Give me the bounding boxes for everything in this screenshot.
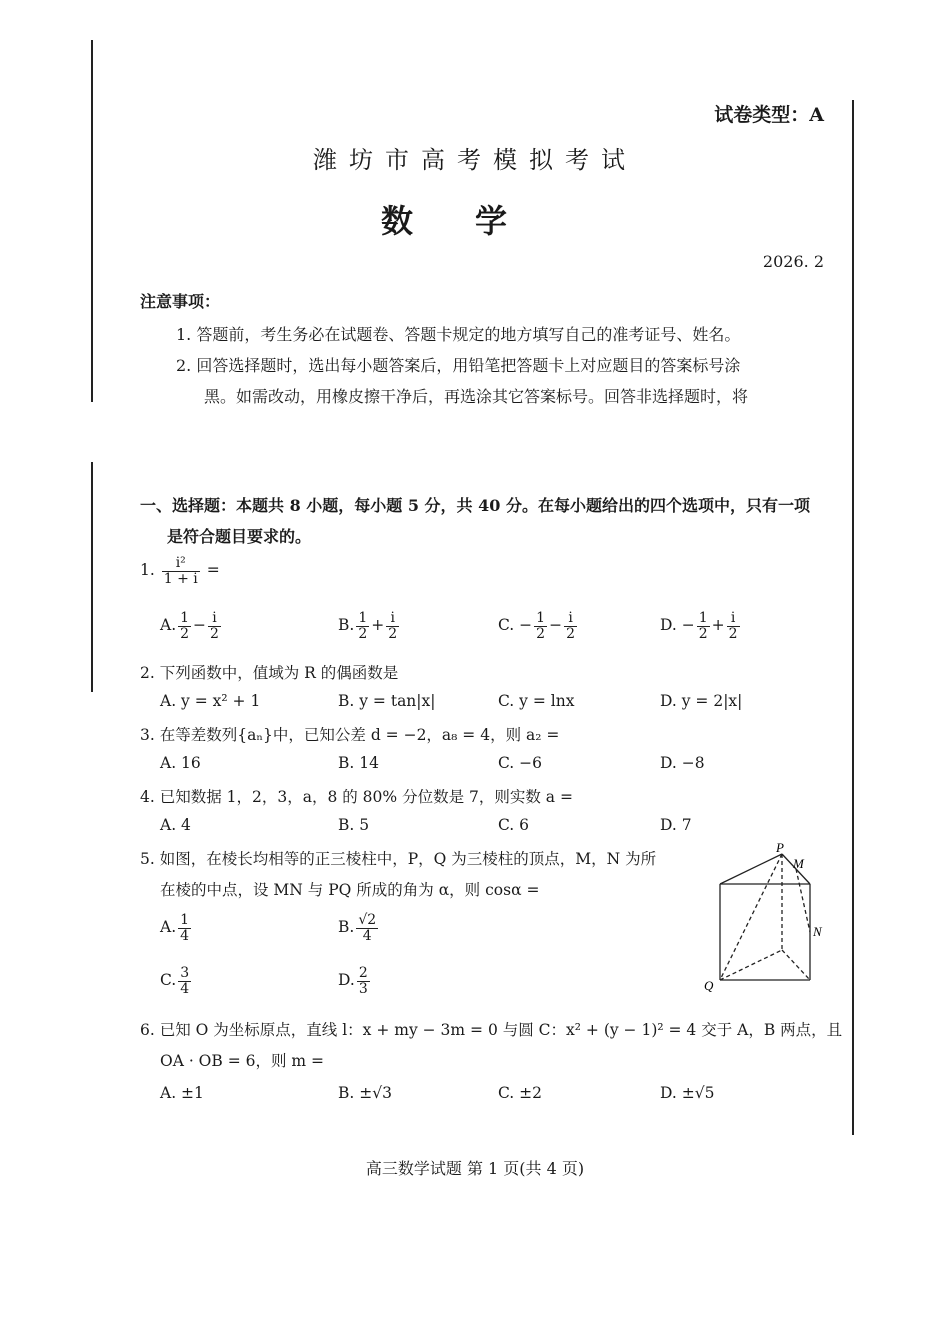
prism-figure <box>700 840 840 1000</box>
question-6-stem-line1: 6. 已知 O 为坐标原点，直线 l：x + my − 3m = 0 与圆 C：x² + (y − 1)² = 4 交于 A，B 两点，且 <box>140 1021 843 1039</box>
option-label: B. <box>338 918 355 937</box>
segment-pq <box>720 854 782 980</box>
exam-title: 潍坊市高考模拟考试 <box>313 146 637 174</box>
frac-den: 2 <box>180 625 190 642</box>
section-heading-line2: 是符合题目要求的。 <box>167 527 312 546</box>
label-m: M <box>793 856 804 871</box>
frac-num: 1 <box>698 610 708 626</box>
question-6-stem-line2: OA · OB = 6，则 m = <box>160 1052 325 1070</box>
option-frac-1 <box>356 611 369 641</box>
frac-den: 2 <box>566 625 576 642</box>
frac-den: 3 <box>358 980 368 997</box>
option-frac-2 <box>208 611 221 641</box>
label-p: P <box>776 840 784 855</box>
option-label: A. <box>160 616 177 635</box>
question-5-option-c <box>160 966 193 996</box>
frac-num: i <box>727 611 740 627</box>
exam-date: 2026. 2 <box>762 252 824 271</box>
frac-den: 4 <box>180 927 190 944</box>
question-2-option-d: D. y = 2|x| <box>660 692 743 710</box>
page-footer: 高三数学试题 第 1 页(共 4 页) <box>365 1159 585 1178</box>
frac-den: 2 <box>388 625 398 642</box>
option-op: + <box>371 616 385 635</box>
frac-num: 1 <box>180 912 190 928</box>
frac-den: 2 <box>728 625 738 642</box>
option-frac <box>356 913 378 943</box>
frac-num: 2 <box>358 965 368 981</box>
frac-num: i <box>208 611 221 627</box>
notice-item-2-cont: 黑。如需改动，用橡皮擦干净后，再选涂其它答案标号。回答非选择题时，将 <box>204 387 749 406</box>
question-2-option-c: C. y = lnx <box>498 692 575 710</box>
frac-den: 2 <box>210 625 219 642</box>
question-2-option-a: A. y = x² + 1 <box>160 692 261 710</box>
question-2-option-b: B. y = tan|x| <box>338 692 436 710</box>
prism-hidden-edge <box>782 950 810 980</box>
question-1-stem <box>140 556 220 586</box>
label-n: N <box>813 924 822 939</box>
notice-item-1: 1. 答题前，考生务必在试题卷、答题卡规定的地方填写自己的准考证号、姓名。 <box>176 325 741 344</box>
question-3-option-b: B. 14 <box>338 754 379 772</box>
option-frac-1 <box>178 611 191 641</box>
question-1-option-d <box>660 611 742 641</box>
option-label: C. <box>160 971 177 990</box>
segment-mn <box>796 869 810 932</box>
frac-num: 1 <box>536 610 546 626</box>
frac-den: 4 <box>362 927 372 944</box>
question-1-fraction <box>162 556 200 586</box>
frac-num: i <box>386 611 399 627</box>
question-1-equals: = <box>206 561 220 580</box>
prism-hidden-edge <box>720 950 782 980</box>
question-3-option-a: A. 16 <box>160 754 201 772</box>
frac-den: 2 <box>536 625 546 642</box>
option-frac <box>178 966 191 996</box>
prism-edge <box>720 854 782 884</box>
question-6-option-c: C. ±2 <box>498 1084 543 1102</box>
option-sign: − <box>681 616 695 635</box>
question-4-option-c: C. 6 <box>498 816 530 834</box>
option-frac-2 <box>564 611 577 641</box>
question-5-stem-line2: 在棱的中点，设 MN 与 PQ 所成的角为 α，则 cosα = <box>160 881 540 899</box>
option-frac <box>178 913 191 943</box>
option-label: D. <box>660 616 677 635</box>
right-margin-line <box>852 100 854 1135</box>
option-op: − <box>193 616 207 635</box>
question-5-option-d <box>338 966 372 996</box>
notice-item-2: 2. 回答选择题时，选出每小题答案后，用铅笔把答题卡上对应题目的答案标号涂 <box>176 356 741 375</box>
section-heading-line1: 一、选择题：本题共 8 小题，每小题 5 分，共 40 分。在每小题给出的四个选项中，只有一项 <box>140 496 810 515</box>
question-6-option-d: D. ±√5 <box>660 1084 715 1102</box>
question-5-stem-line1: 5. 如图，在棱长均相等的正三棱柱中，P，Q 为三棱柱的顶点，M，N 为所 <box>140 850 657 868</box>
option-sign: − <box>519 616 533 635</box>
option-frac <box>357 966 370 996</box>
frac-den: 2 <box>698 625 708 642</box>
question-5-option-a <box>160 913 193 943</box>
question-5-option-b <box>338 913 380 943</box>
option-frac-1 <box>534 611 547 641</box>
option-frac-2 <box>386 611 399 641</box>
subject-title: 数学 <box>380 202 569 240</box>
question-3-option-d: D. −8 <box>660 754 705 772</box>
option-op: + <box>711 616 725 635</box>
option-label: A. <box>160 918 177 937</box>
left-margin-line-bottom <box>91 462 93 692</box>
paper-type: 试卷类型：A <box>714 104 824 126</box>
frac-num: 1 <box>358 610 368 626</box>
frac-num: √2 <box>358 912 377 928</box>
frac-num: 3 <box>180 965 190 981</box>
option-op: − <box>549 616 563 635</box>
question-3-option-c: C. −6 <box>498 754 543 772</box>
question-1-fraction-den: 1 + i <box>163 570 198 587</box>
question-1-option-c <box>498 611 579 641</box>
frac-den: 4 <box>180 980 190 997</box>
option-label: B. <box>338 616 355 635</box>
question-2-stem: 2. 下列函数中，值域为 R 的偶函数是 <box>140 664 399 682</box>
frac-den: 2 <box>358 625 368 642</box>
question-4-stem: 4. 已知数据 1，2，3，a，8 的 80% 分位数是 7，则实数 a = <box>140 788 573 806</box>
frac-num: i <box>564 611 577 627</box>
option-label: C. <box>498 616 515 635</box>
option-frac-2 <box>727 611 740 641</box>
question-1-option-b <box>338 611 401 641</box>
question-4-option-b: B. 5 <box>338 816 370 834</box>
option-frac-1 <box>697 611 710 641</box>
notice-title: 注意事项： <box>140 292 221 311</box>
question-6-option-b: B. ±√3 <box>338 1084 392 1102</box>
question-1-number: 1. <box>140 561 155 580</box>
option-label: D. <box>338 971 355 990</box>
frac-num: 1 <box>180 610 190 626</box>
question-3-stem: 3. 在等差数列{aₙ}中，已知公差 d = −2，a₈ = 4，则 a₂ = <box>140 726 560 744</box>
question-6-option-a: A. ±1 <box>160 1084 204 1102</box>
question-1-option-a <box>160 611 223 641</box>
question-1-fraction-num: i² <box>162 556 200 572</box>
question-4-option-a: A. 4 <box>160 816 191 834</box>
label-q: Q <box>704 978 714 993</box>
question-4-option-d: D. 7 <box>660 816 692 834</box>
